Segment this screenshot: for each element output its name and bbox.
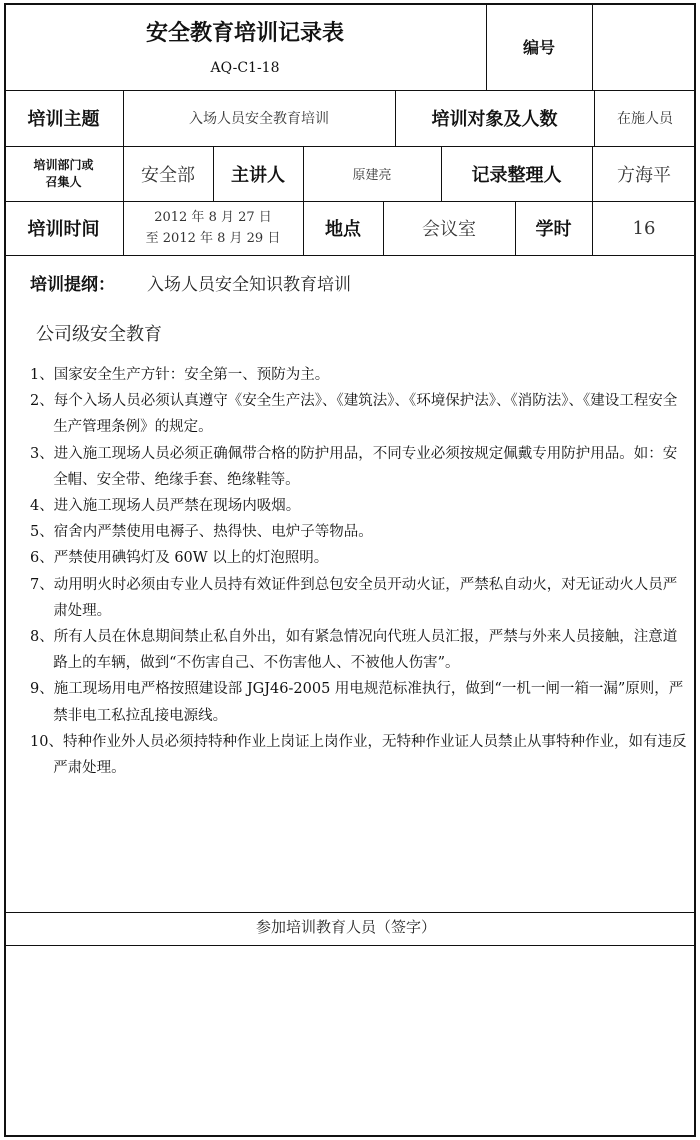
number-value[interactable]	[592, 3, 696, 90]
place-label: 地点	[325, 219, 361, 240]
outline-value: 入场人员安全知识教育培训	[147, 275, 351, 295]
time-value[interactable]	[123, 201, 303, 255]
rule-item: 4、进入施工现场人员严禁在现场内吸烟。	[30, 498, 301, 515]
rule-item: 1、国家安全生产方针：安全第一、预防为主。	[30, 367, 330, 383]
form-code: AQ-C1-18	[210, 60, 280, 76]
rule-item: 5、宿舍内严禁使用电褥子、热得快、电炉子等物品。	[30, 524, 373, 541]
time-from: 2012 年 8 月 27 日	[154, 210, 272, 225]
outline-label: 培训提纲：	[30, 275, 115, 295]
number-label: 编号	[522, 38, 555, 57]
hours-label: 学时	[535, 219, 572, 240]
divider-signature	[4, 945, 696, 946]
rule-item: 2、每个入场人员必须认真遵守《安全生产法》、《建筑法》、《环境保护法》、《消防法》、《建设工程安全生产管理条例》的规定。	[30, 393, 678, 436]
dept-label-line2: 召集人	[45, 174, 82, 189]
rule-item: 10、特种作业外人员必须持特种作业上岗证上岗作业，无特种作业证人员禁止从事特种作业，如有违反严肃处理。	[30, 733, 687, 777]
signature-label: 参加培训教育人员（签字）	[255, 918, 436, 936]
signature-area[interactable]	[6, 947, 694, 1135]
divider-outline	[4, 912, 696, 913]
recorder-value[interactable]: 方海平	[617, 164, 671, 186]
form-title: 安全教育培训记录表	[145, 20, 344, 46]
speaker-value[interactable]: 原建亮	[352, 168, 392, 183]
place-value[interactable]: 会议室	[422, 219, 476, 240]
rule-item: 6、严禁使用碘钨灯及 60W 以上的灯泡照明。	[30, 550, 329, 567]
recorder-label: 记录整理人	[471, 164, 562, 186]
speaker-label: 主讲人	[231, 164, 285, 186]
dept-label-line1: 培训部门或	[33, 157, 94, 172]
rule-item: 8、所有人员在休息期间禁止私自外出，如有紧急情况向代班人员汇报，严禁与外来人员接触，注意道路上的车辆，做到“不伤害自己、不伤害他人、不被他人伤害”。	[30, 629, 678, 672]
rules-list	[30, 362, 690, 781]
dept-value[interactable]: 安全部	[141, 164, 195, 186]
audience-label: 培训对象及人数	[431, 109, 558, 130]
divider-row3	[4, 255, 696, 256]
section-title: 公司级安全教育	[36, 324, 162, 345]
hours-value[interactable]: 16	[632, 217, 656, 239]
time-to: 至 2012 年 8 月 29 日	[145, 231, 281, 246]
rule-item: 7、动用明火时必须由专业人员持有效证件到总包安全员开动火证，严禁私自动火，对无证动火人员严肃处理。	[30, 576, 678, 619]
audience-value[interactable]: 在施人员	[617, 111, 673, 127]
rule-item: 9、施工现场用电严格按照建设部 JGJ46-2005 用电规范标准执行，做到“一机一闸一箱一漏”原则，严禁非电工私拉乱接电源线。	[30, 681, 684, 724]
rule-item: 3、进入施工现场人员必须正确佩带合格的防护用品，不同专业必须按规定佩戴专用防护用品。如：安全帽、安全带、绝缘手套、绝缘鞋等。	[30, 445, 678, 488]
dept-label	[4, 146, 123, 201]
time-label: 培训时间	[27, 219, 100, 240]
topic-label: 培训主题	[27, 109, 100, 130]
topic-value[interactable]: 入场人员安全教育培训	[189, 111, 329, 127]
outline-heading	[30, 270, 351, 295]
